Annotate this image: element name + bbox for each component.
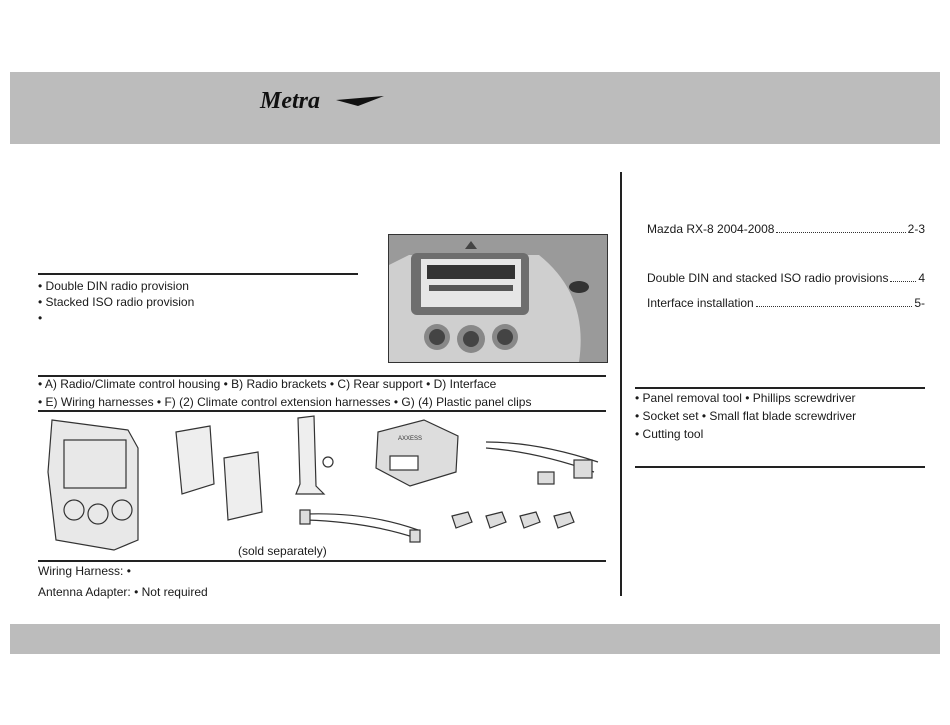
antenna-adapter-line [38, 585, 208, 599]
parts-bottom-rule [38, 560, 606, 562]
tool-line-1: • Panel removal tool • Phillips screwdriver [635, 391, 856, 405]
wiring-harness-line [38, 564, 131, 578]
header-band [10, 72, 940, 144]
toc-item-1: Double DIN and stacked ISO radio provisions 4 [647, 271, 925, 285]
parts-illustration [38, 412, 606, 560]
dash-photo [388, 234, 608, 363]
tools-top-rule [635, 387, 925, 389]
sold-separately-note: (sold separately) [238, 544, 327, 558]
feature-1: • Double DIN radio provision [38, 279, 189, 293]
features-rule [38, 273, 358, 275]
metra-logo [258, 86, 388, 121]
components-line-2: • E) Wiring harnesses • F) (2) Climate control extension harnesses • G) (4) Plastic panel clips [38, 395, 532, 409]
tools-bottom-rule [635, 466, 925, 468]
wiring-label: Wiring Harness: [38, 564, 124, 578]
toc-application: Mazda RX-8 2004-2008 2-3 [647, 222, 925, 236]
components-line-1: • A) Radio/Climate control housing • B) Radio brackets • C) Rear support • D) Interface [38, 377, 497, 391]
svg-text:Metra: Metra [260, 88, 320, 114]
feature-3: • [38, 311, 43, 325]
antenna-label: Antenna Adapter: [38, 585, 131, 599]
antenna-value: • Not required [134, 585, 208, 599]
toc-item-2: Interface installation 5- [647, 296, 925, 310]
svg-text:AXXESS: AXXESS [398, 436, 423, 442]
column-divider [620, 172, 622, 596]
tool-line-2: • Socket set • Small flat blade screwdriver [635, 409, 857, 423]
wiring-value: • [126, 564, 131, 578]
footer-band [10, 624, 940, 654]
tool-line-3: • Cutting tool [635, 427, 704, 441]
feature-2: • Stacked ISO radio provision [38, 295, 195, 309]
